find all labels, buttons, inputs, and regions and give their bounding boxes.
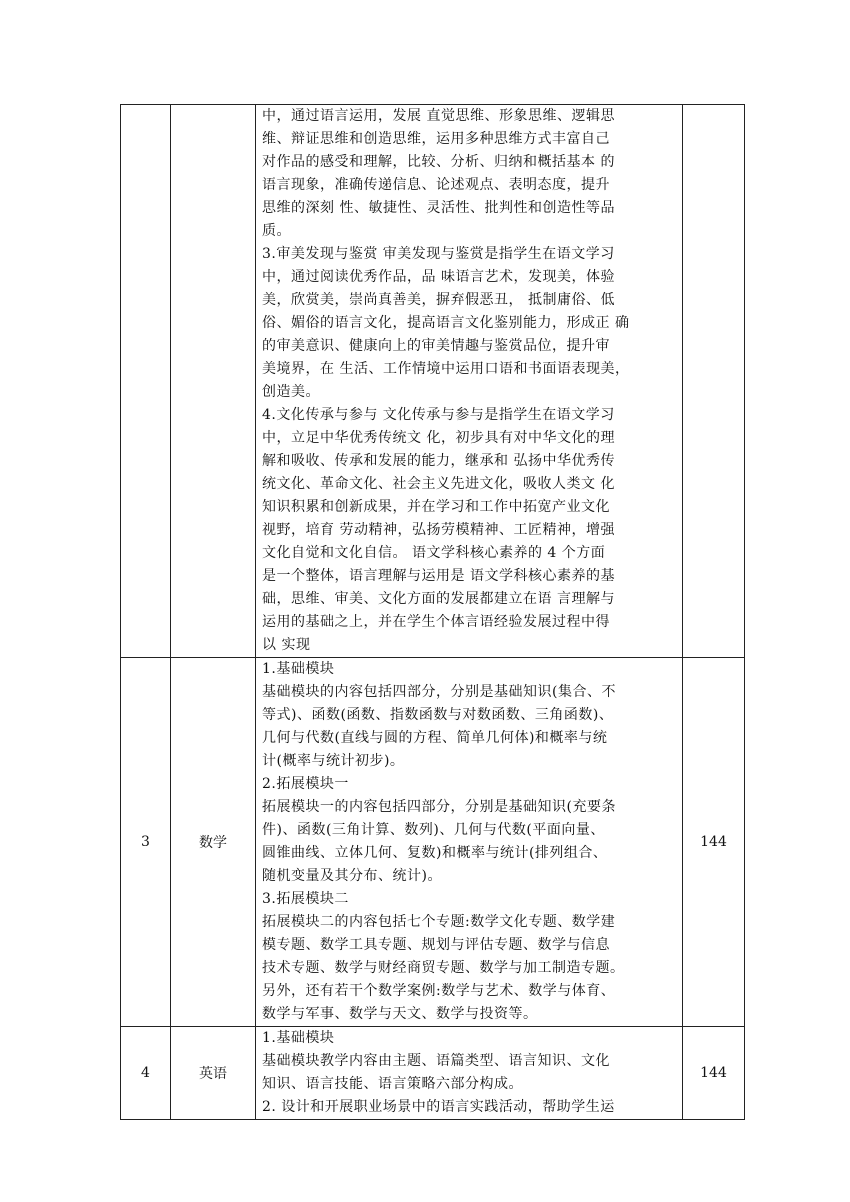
content-cell <box>256 1027 683 1120</box>
content-line: 4.文化传承与参与 文化传承与参与是指学生在语文学习 <box>262 407 615 423</box>
content-line: 3.审美发现与鉴赏 审美发现与鉴赏是指学生在语文学习 <box>262 246 615 262</box>
content-line: 思维的深刻 性、敏捷性、灵活性、批判性和创造性等品 <box>262 200 615 216</box>
content-line: 基础模块的内容包括四部分，分别是基础知识(集合、不 <box>262 684 616 700</box>
content-line: 以 实现 <box>262 637 311 653</box>
table-row <box>121 105 745 658</box>
class-hours: 144 <box>683 658 745 1027</box>
content-line: 2. 设计和开展职业场景中的语言实践活动，帮助学生运 <box>262 1099 615 1115</box>
content-line: 知识、语言技能、语言策略六部分构成。 <box>262 1076 523 1092</box>
content-line: 圆锥曲线、立体几何、复数)和概率与统计(排列组合、 <box>262 845 608 861</box>
content-line: 1.基础模块 <box>262 661 335 677</box>
content-line: 技术专题、数学与财经商贸专题、数学与加工制造专题。 <box>262 960 625 976</box>
content-line: 美，欣赏美，崇尚真善美，摒弃假恶丑， 抵制庸俗、低 <box>262 292 615 308</box>
content-line: 件)、函数(三角计算、数列)、几何与代数(平面向量、 <box>262 822 605 838</box>
curriculum-table <box>120 104 745 1120</box>
table-row <box>121 1027 745 1120</box>
content-line: 质。 <box>262 223 291 239</box>
content-line: 2.拓展模块一 <box>262 776 349 792</box>
content-line: 另外，还有若干个数学案例:数学与艺术、数学与体育、 <box>262 983 616 999</box>
table-body <box>121 105 745 1120</box>
content-line: 美境界，在 生活、工作情境中运用口语和书面语表现美， <box>262 361 630 377</box>
content-line: 是一个整体，语言理解与运用是 语文学科核心素养的基 <box>262 568 615 584</box>
content-line: 创造美。 <box>262 384 320 400</box>
content-line: 统文化、革命文化、社会主义先进文化，吸收人类文 化 <box>262 476 615 492</box>
class-hours: 144 <box>683 1027 745 1120</box>
content-line: 随机变量及其分布、统计)。 <box>262 868 442 884</box>
subject-name <box>171 105 256 658</box>
content-line: 拓展模块二的内容包括七个专题:数学文化专题、数学建 <box>262 914 616 930</box>
content-line: 运用的基础之上，并在学生个体言语经验发展过程中得 <box>262 614 610 630</box>
content-cell <box>256 105 683 658</box>
content-line: 中，通过语言运用，发展 直觉思维、形象思维、逻辑思 <box>262 108 615 124</box>
row-number: 3 <box>121 658 171 1027</box>
content-line: 知识积累和创新成果，并在学习和工作中拓宽产业文化 <box>262 499 610 515</box>
class-hours <box>683 105 745 658</box>
content-line: 对作品的感受和理解，比较、分析、归纳和概括基本 的 <box>262 154 615 170</box>
content-line: 础，思维、审美、文化方面的发展都建立在语 言理解与 <box>262 591 615 607</box>
table-row <box>121 658 745 1027</box>
content-line: 文化自觉和文化自信。 语文学科核心素养的 4 个方面 <box>262 545 606 561</box>
content-line: 中，通过阅读优秀作品，品 味语言艺术，发现美，体验 <box>262 269 615 285</box>
content-line: 基础模块教学内容由主题、语篇类型、语言知识、文化 <box>262 1053 610 1069</box>
content-line: 1.基础模块 <box>262 1030 335 1046</box>
content-line: 解和吸收、传承和发展的能力，继承和 弘扬中华优秀传 <box>262 453 615 469</box>
content-line: 3.拓展模块二 <box>262 891 349 907</box>
content-line: 的审美意识、健康向上的审美情趣与鉴赏品位，提升审 <box>262 338 610 354</box>
content-line: 中，立足中华优秀传统文 化，初步具有对中华文化的理 <box>262 430 615 446</box>
subject-name: 数学 <box>171 658 256 1027</box>
content-line: 等式)、函数(函数、指数函数与对数函数、三角函数)、 <box>262 707 614 723</box>
row-number <box>121 105 171 658</box>
content-line: 语言现象，准确传递信息、论述观点、表明态度，提升 <box>262 177 610 193</box>
content-line: 维、辩证思维和创造思维，运用多种思维方式丰富自己 <box>262 131 610 147</box>
subject-name: 英语 <box>171 1027 256 1120</box>
row-number: 4 <box>121 1027 171 1120</box>
content-line: 数学与军事、数学与天文、数学与投资等。 <box>262 1006 538 1022</box>
content-line: 模专题、数学工具专题、规划与评估专题、数学与信息 <box>262 937 610 953</box>
content-line: 视野，培育 劳动精神，弘扬劳模精神、工匠精神，增强 <box>262 522 615 538</box>
content-line: 计(概率与统计初步)。 <box>262 753 405 769</box>
content-cell <box>256 658 683 1027</box>
content-line: 拓展模块一的内容包括四部分，分别是基础知识(充要条 <box>262 799 616 815</box>
content-line: 俗、媚俗的语言文化，提高语言文化鉴别能力，形成正 确 <box>262 315 630 331</box>
content-line: 几何与代数(直线与圆的方程、简单几何体)和概率与统 <box>262 730 608 746</box>
